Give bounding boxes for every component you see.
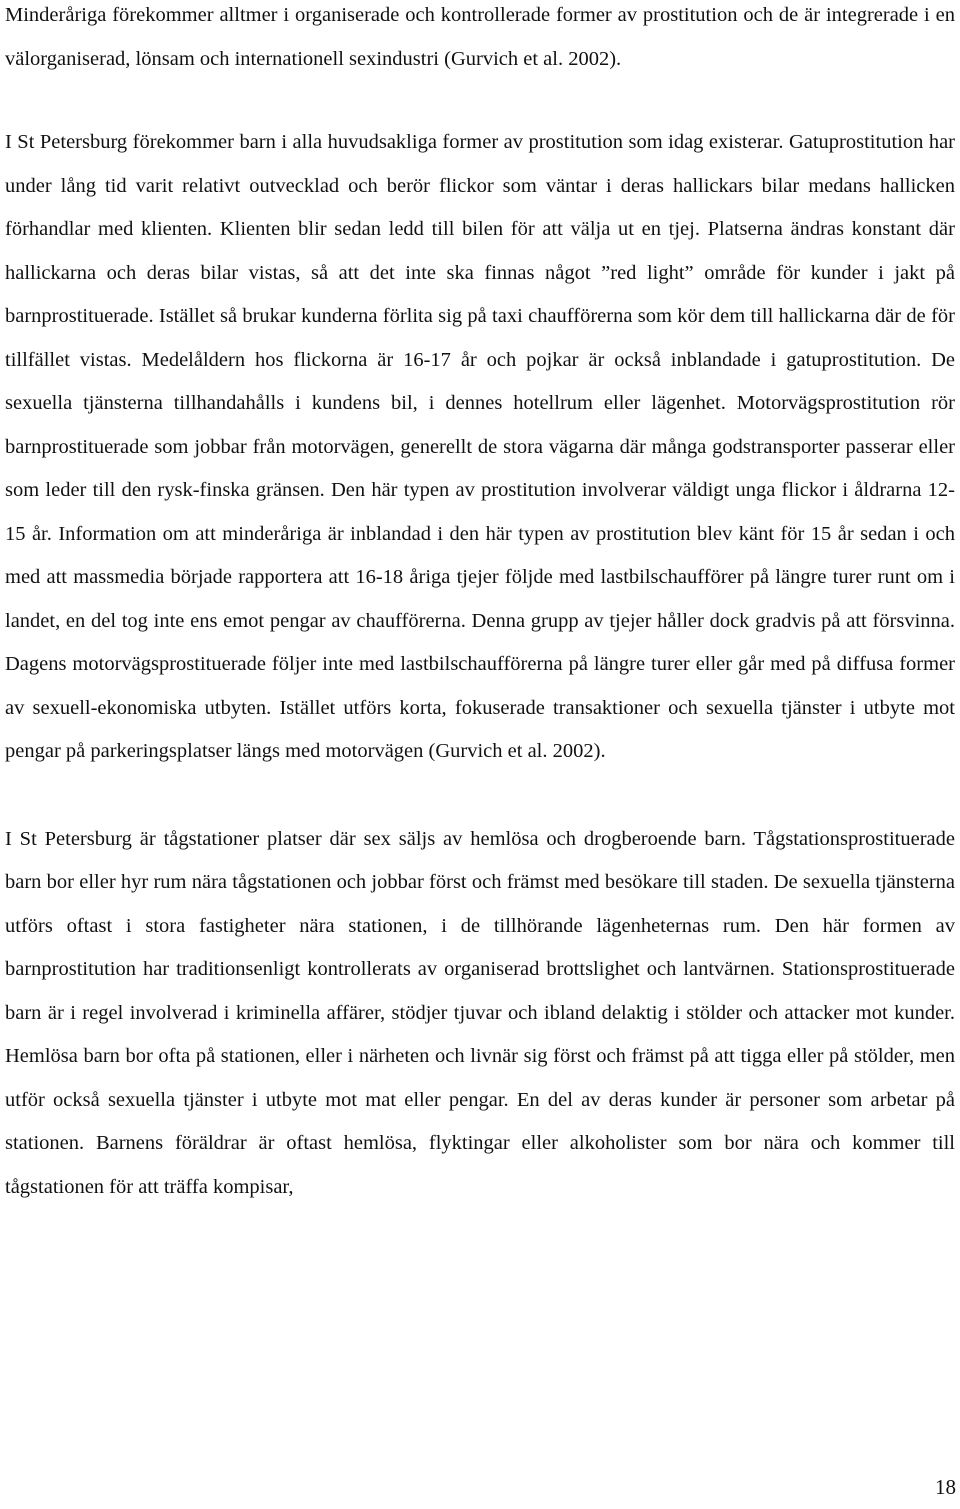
paragraph-minors-organized-prostitution: Minderåriga förekommer alltmer i organiserade och kontrollerade former av prostitution och de är integrerade i en välorganiserad, lönsam och internationell sexindustri (Gurvich et al. 2002). (5, 4, 955, 70)
page-number: 18 (935, 1475, 956, 1499)
paragraph-train-station-prostitution: I St Petersburg är tågstationer platser där sex säljs av hemlösa och drogberoende barn. Tågstationsprostituerade barn bor eller hyr rum nära tågstationen och jobbar först och främst med besökare till staden. De sexuella tjänsterna utförs oftast i stora fastigheter nära stationen, i de tillhörande lägenheternas rum. Den här formen av barnprostitution har traditionsenligt kontrollerats av organiserad brottslighet och lantvärnen. Stationsprostituerade barn är i regel involverad i kriminella affärer, stödjer tjuvar och ibland delaktig i stölder och attacker mot kunder. Hemlösa barn bor ofta på stationen, eller i närheten och livnär sig först och främst på att tigga eller på stölder, men utför också sexuella tjänster i utbyte mot mat eller pengar. En del av deras kunder är personer som arbetar på stationen. Barnens föräldrar är oftast hemlösa, flyktingar eller alkoholister som bor nära och kommer till tågstationen för att träffa kompisar, (5, 827, 955, 1198)
document-page (5, 0, 955, 1209)
paragraph-street-and-highway-prostitution: I St Petersburg förekommer barn i alla huvudsakliga former av prostitution som idag existerar. Gatuprostitution har under lång tid varit relativt outvecklad och berör flickor som väntar i deras hallickars bilar medans hallicken förhandlar med klienten. Klienten blir sedan ledd till bilen för att välja ut en tjej. Platserna ändras konstant där hallickarna och deras bilar vistas, så att det inte ska finnas något ”red light” område för kunder i jakt på barnprostituerade. Istället så brukar kunderna förlita sig på taxi chaufförerna som kör dem till hallickarna där de för tillfället vistas. Medelåldern hos flickorna är 16-17 år och pojkar är också inblandade i gatuprostitution. De sexuella tjänsterna tillhandahålls i kundens bil, i dennes hotellrum eller lägenhet. Motorvägsprostitution rör barnprostituerade som jobbar från motorvägen, generellt de stora vägarna där många godstransporter passerar eller som leder till den rysk-finska gränsen. Den här typen av prostitution involverar väldigt unga flickor i åldrarna 12-15 år. Information om att minderåriga är inblandad i den här typen av prostitution blev känt för 15 år sedan i och med att massmedia började rapportera att 16-18 åriga tjejer följde med lastbilschaufförer på längre turer runt om i landet, en del tog inte ens emot pengar av chaufförerna. Denna grupp av tjejer håller dock gradvis på att försvinna. Dagens motorvägsprostituerade följer inte med lastbilschaufförerna på längre turer eller går med på diffusa former av sexuell-ekonomiska utbyten. Istället utförs korta, fokuserade transaktioner och sexuella tjänster i utbyte mot pengar på parkeringsplatser längs med motorvägen (Gurvich et al. 2002). (5, 131, 955, 762)
